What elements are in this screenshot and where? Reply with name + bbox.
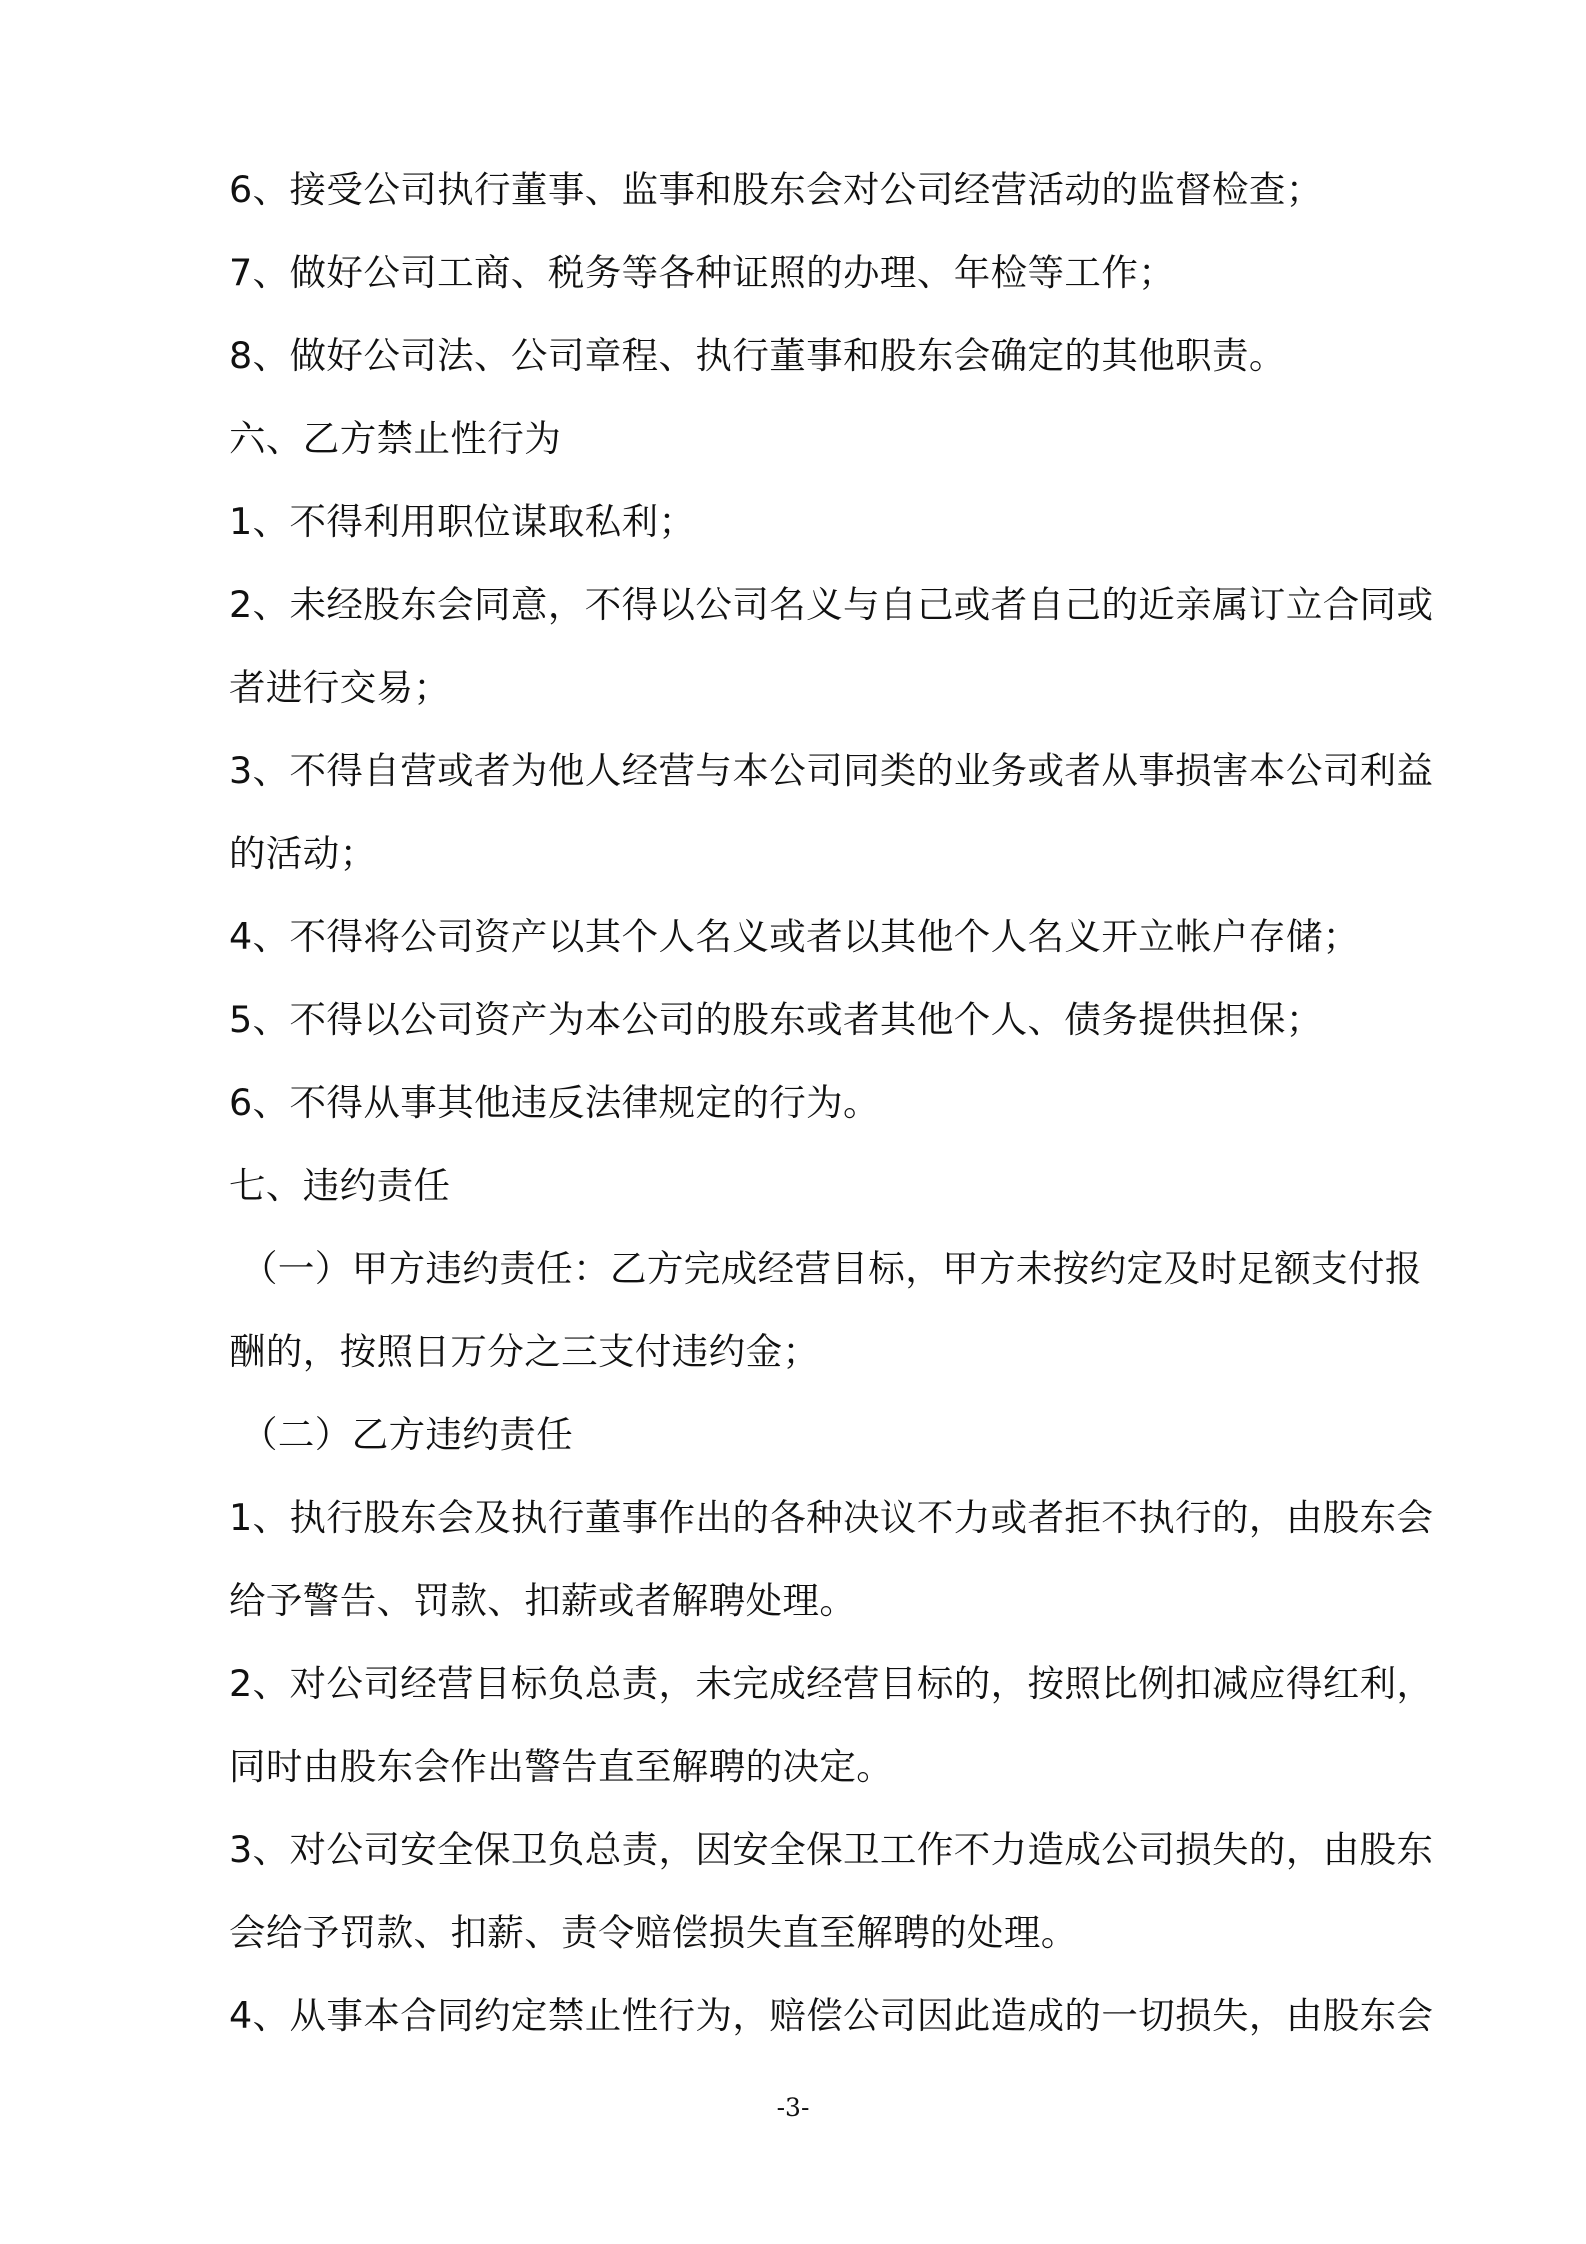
- subsection-heading: （二）乙方违约责任: [241, 1413, 574, 1456]
- clause-line: 3、对公司安全保卫负总责，因安全保卫工作不力造成公司损失的，由股东: [229, 1828, 1434, 1871]
- section-heading: 六、乙方禁止性行为: [229, 417, 562, 460]
- clause-line-continuation: 者进行交易；: [229, 666, 451, 709]
- clause-line: 2、对公司经营目标负总责，未完成经营目标的，按照比例扣减应得红利，: [229, 1662, 1434, 1705]
- clause-line-continuation: 酬的，按照日万分之三支付违约金；: [229, 1330, 820, 1373]
- clause-line-continuation: 给予警告、罚款、扣薪或者解聘处理。: [229, 1579, 857, 1622]
- clause-line: 7、做好公司工商、税务等各种证照的办理、年检等工作；: [229, 251, 1176, 294]
- clause-line: 6、不得从事其他违反法律规定的行为。: [229, 1081, 880, 1124]
- subsection-line: （一）甲方违约责任：乙方完成经营目标，甲方未按约定及时足额支付报: [241, 1247, 1422, 1290]
- clause-line: 5、不得以公司资产为本公司的股东或者其他个人、债务提供担保；: [229, 998, 1323, 1041]
- clause-line-continuation: 同时由股东会作出警告直至解聘的决定。: [229, 1745, 894, 1788]
- clause-line: 1、执行股东会及执行董事作出的各种决议不力或者拒不执行的，由股东会: [229, 1496, 1434, 1539]
- clause-line-continuation: 的活动；: [229, 832, 377, 875]
- clause-line-continuation: 会给予罚款、扣薪、责令赔偿损失直至解聘的处理。: [229, 1911, 1078, 1954]
- section-heading: 七、违约责任: [229, 1164, 451, 1207]
- clause-line: 2、未经股东会同意，不得以公司名义与自己或者自己的近亲属订立合同或: [229, 583, 1434, 626]
- page-number: -3-: [776, 2093, 810, 2122]
- clause-line: 6、接受公司执行董事、监事和股东会对公司经营活动的监督检查；: [229, 168, 1323, 211]
- clause-line: 3、不得自营或者为他人经营与本公司同类的业务或者从事损害本公司利益: [229, 749, 1434, 792]
- clause-line: 8、做好公司法、公司章程、执行董事和股东会确定的其他职责。: [229, 334, 1286, 377]
- clause-line: 4、不得将公司资产以其个人名义或者以其他个人名义开立帐户存储；: [229, 915, 1360, 958]
- clause-line: 4、从事本合同约定禁止性行为，赔偿公司因此造成的一切损失，由股东会: [229, 1994, 1434, 2037]
- clause-line: 1、不得利用职位谋取私利；: [229, 500, 696, 543]
